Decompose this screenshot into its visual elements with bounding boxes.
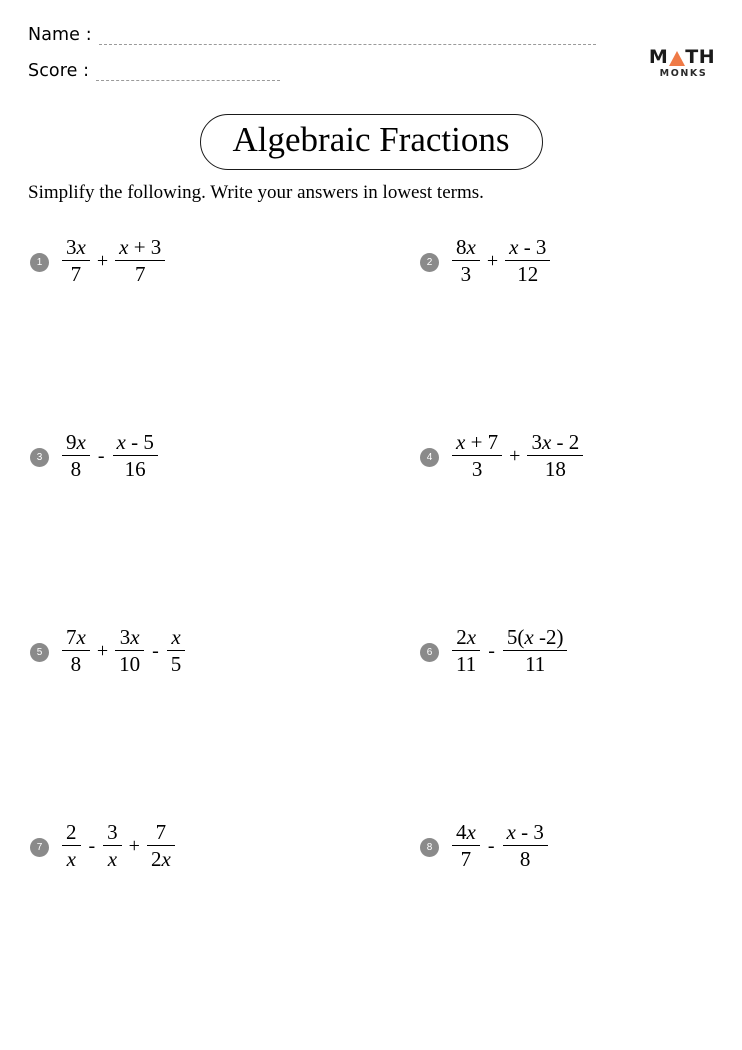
fraction-numerator: 3x [66, 235, 86, 259]
problem-number-badge: 7 [30, 838, 49, 857]
fraction [503, 821, 548, 871]
problem-1[interactable] [30, 232, 166, 290]
problem-8[interactable] [420, 817, 549, 875]
fraction-denominator: 11 [452, 650, 480, 676]
problem-number-badge: 4 [420, 448, 439, 467]
fraction-denominator: 8 [62, 650, 90, 676]
fraction-denominator: 2x [147, 845, 175, 871]
score-field-row [28, 61, 280, 81]
fraction-denominator: 8 [62, 455, 90, 481]
fraction [505, 236, 550, 286]
problem-number-badge: 8 [420, 838, 439, 857]
fraction-numerator: x - 5 [116, 430, 154, 454]
problem-row [0, 427, 742, 622]
fraction-numerator: 7 [155, 820, 167, 844]
fraction-denominator: 3 [452, 455, 502, 481]
problem-row [0, 232, 742, 427]
fraction-numerator: 9x [66, 430, 86, 454]
name-label: Name : [28, 25, 92, 45]
fraction-numerator: x - 3 [506, 820, 544, 844]
fraction [115, 626, 144, 676]
math-monks-logo [644, 48, 720, 80]
name-field-row [28, 25, 596, 45]
fraction-denominator: 3 [452, 260, 480, 286]
problem-expression [451, 821, 549, 871]
fraction-numerator: 2x [456, 625, 477, 649]
logo-wordmark [644, 48, 720, 67]
name-input-line[interactable] [99, 31, 596, 45]
problem-number-badge: 1 [30, 253, 49, 272]
fraction-numerator: 5(x -2) [506, 625, 564, 649]
worksheet-header [0, 0, 742, 105]
logo-letter-m: M [648, 46, 669, 68]
fraction [115, 236, 165, 286]
fraction-denominator: 16 [113, 455, 158, 481]
fraction-denominator: 8 [503, 845, 548, 871]
fraction-numerator: 7x [66, 625, 86, 649]
fraction-numerator: 3 [107, 820, 118, 844]
problem-number-badge: 2 [420, 253, 439, 272]
minus-operator: - [97, 445, 105, 467]
fraction-denominator: x [103, 845, 122, 871]
fraction [452, 236, 480, 286]
problem-number-badge: 3 [30, 448, 49, 467]
fraction-denominator: 11 [503, 650, 568, 676]
fraction [503, 626, 568, 676]
problem-expression [451, 626, 568, 676]
fraction-numerator: 3x - 2 [531, 430, 580, 454]
fraction-denominator: 5 [167, 650, 186, 676]
fraction-denominator: 7 [62, 260, 90, 286]
minus-operator: - [88, 835, 96, 857]
fraction [452, 431, 502, 481]
fraction [62, 626, 90, 676]
problem-4[interactable] [420, 427, 584, 485]
fraction-numerator: 3x [119, 625, 140, 649]
page-title: Algebraic Fractions [200, 114, 543, 170]
instruction-text: Simplify the following. Write your answers in lowest terms. [28, 182, 484, 203]
logo-subtitle: MONKS [659, 68, 708, 79]
problem-expression [61, 821, 176, 871]
problem-number-badge: 6 [420, 643, 439, 662]
fraction-numerator: 4x [456, 820, 476, 844]
fraction [62, 236, 90, 286]
problem-expression [61, 236, 166, 286]
problem-row [0, 622, 742, 817]
score-input-line[interactable] [96, 67, 280, 81]
fraction-numerator: x + 7 [456, 430, 499, 454]
fraction-numerator: 8x [456, 235, 476, 259]
problem-grid [0, 232, 742, 1012]
plus-operator: + [96, 250, 109, 272]
fraction-numerator: x [171, 625, 181, 649]
fraction-denominator: 7 [115, 260, 165, 286]
plus-operator: + [128, 835, 140, 857]
fraction-numerator: x + 3 [119, 235, 162, 259]
fraction-denominator: 10 [115, 650, 144, 676]
plus-operator: + [509, 445, 521, 467]
minus-operator: - [152, 640, 159, 662]
minus-operator: - [488, 640, 495, 662]
problem-number-badge: 5 [30, 643, 49, 662]
score-label: Score : [28, 61, 90, 81]
fraction [167, 626, 186, 676]
orange-triangle-icon [669, 51, 685, 66]
fraction [147, 821, 175, 871]
minus-operator: - [487, 835, 495, 857]
problem-3[interactable] [30, 427, 159, 485]
fraction [103, 821, 122, 871]
fraction-denominator: 12 [505, 260, 550, 286]
problem-expression [61, 626, 186, 676]
fraction [62, 821, 81, 871]
fraction [452, 821, 480, 871]
fraction [113, 431, 158, 481]
fraction-numerator: x - 3 [509, 235, 547, 259]
fraction-denominator: 18 [527, 455, 583, 481]
fraction-denominator: 7 [452, 845, 480, 871]
fraction-numerator: 2 [66, 820, 77, 844]
fraction [62, 431, 90, 481]
fraction [527, 431, 583, 481]
problem-expression [451, 431, 584, 481]
problem-6[interactable] [420, 622, 568, 680]
problem-row [0, 817, 742, 1012]
logo-letters-th: TH [685, 46, 716, 68]
plus-operator: + [486, 250, 499, 272]
problem-expression [61, 431, 159, 481]
problem-expression [451, 236, 551, 286]
fraction [452, 626, 480, 676]
fraction-denominator: x [62, 845, 81, 871]
page-title-wrap [0, 114, 742, 170]
problem-7[interactable] [30, 817, 176, 875]
problem-5[interactable] [30, 622, 186, 680]
plus-operator: + [96, 640, 109, 662]
problem-2[interactable] [420, 232, 551, 290]
